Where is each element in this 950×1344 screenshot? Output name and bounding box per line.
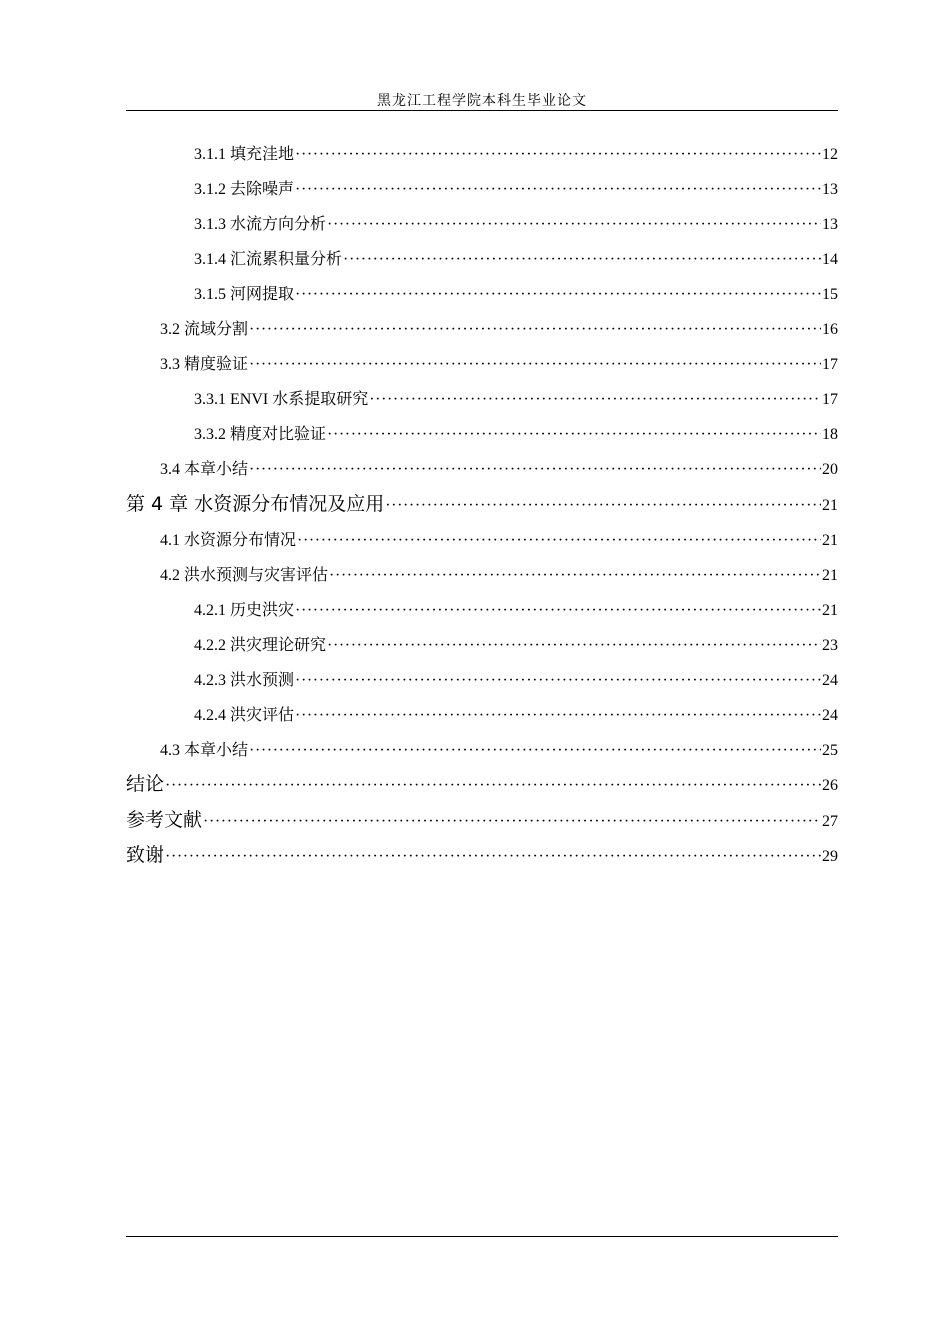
toc-entry[interactable] bbox=[126, 663, 838, 698]
toc-entry-page: 21 bbox=[822, 566, 838, 584]
toc-leader-dots bbox=[343, 250, 821, 270]
toc-line bbox=[126, 494, 838, 523]
toc-entry[interactable] bbox=[126, 312, 838, 347]
toc-entry-title: 第 4 章 水资源分布情况及应用 bbox=[126, 492, 385, 515]
toc-entry-title: 3.4 本章小结 bbox=[160, 461, 249, 478]
toc-entry-page: 14 bbox=[822, 251, 838, 268]
toc-line bbox=[194, 145, 838, 172]
toc-leader-dots bbox=[329, 566, 821, 586]
table-of-contents bbox=[126, 137, 838, 874]
toc-leader-dots bbox=[295, 601, 821, 621]
toc-entry-title: 4.2.3 洪水预测 bbox=[194, 671, 295, 689]
toc-entry-title: 3.3.2 精度对比验证 bbox=[194, 426, 327, 443]
toc-entry[interactable] bbox=[126, 487, 838, 523]
toc-entry-page: 27 bbox=[822, 812, 838, 830]
toc-entry-title: 3.1.2 去除噪声 bbox=[194, 181, 295, 198]
toc-leader-dots bbox=[165, 776, 821, 796]
toc-line bbox=[160, 531, 838, 558]
toc-entry[interactable] bbox=[126, 417, 838, 452]
footer-rule bbox=[126, 1236, 838, 1237]
toc-line bbox=[194, 180, 838, 207]
toc-entry-page: 13 bbox=[822, 181, 838, 198]
toc-line bbox=[160, 320, 838, 347]
toc-entry-title: 3.1.1 填充洼地 bbox=[194, 146, 295, 163]
toc-line bbox=[194, 636, 838, 663]
toc-entry-title: 4.1 水资源分布情况 bbox=[160, 531, 297, 549]
toc-line bbox=[126, 774, 838, 803]
toc-leader-dots bbox=[249, 741, 821, 761]
toc-leader-dots bbox=[327, 215, 821, 235]
toc-line bbox=[194, 215, 838, 242]
toc-entry[interactable] bbox=[126, 523, 838, 558]
toc-entry[interactable] bbox=[126, 628, 838, 663]
toc-entry-page: 21 bbox=[822, 601, 838, 619]
toc-entry[interactable] bbox=[126, 452, 838, 487]
toc-entry-title: 结论 bbox=[126, 773, 165, 795]
toc-leader-dots bbox=[165, 847, 821, 867]
toc-entry-page: 18 bbox=[822, 426, 838, 443]
toc-line bbox=[126, 810, 838, 839]
toc-leader-dots bbox=[295, 285, 821, 305]
toc-line bbox=[194, 285, 838, 312]
toc-line bbox=[194, 601, 838, 628]
toc-entry[interactable] bbox=[126, 382, 838, 417]
toc-line bbox=[160, 741, 838, 768]
toc-leader-dots bbox=[385, 496, 821, 516]
toc-entry-page: 16 bbox=[822, 321, 838, 338]
toc-entry[interactable] bbox=[126, 347, 838, 382]
toc-leader-dots bbox=[295, 706, 821, 726]
toc-entry-title: 4.2.2 洪灾理论研究 bbox=[194, 636, 327, 654]
toc-leader-dots bbox=[295, 180, 821, 200]
toc-entry-title: 3.1.3 水流方向分析 bbox=[194, 216, 327, 233]
toc-entry-page: 23 bbox=[822, 636, 838, 654]
toc-line bbox=[126, 845, 838, 874]
toc-leader-dots bbox=[249, 460, 821, 480]
toc-entry-page: 24 bbox=[822, 706, 838, 724]
toc-entry[interactable] bbox=[126, 172, 838, 207]
toc-entry-page: 21 bbox=[822, 496, 838, 514]
toc-entry-page: 17 bbox=[822, 356, 838, 373]
toc-line bbox=[194, 390, 838, 417]
toc-entry-page: 24 bbox=[822, 671, 838, 689]
toc-entry-title: 3.1.5 河网提取 bbox=[194, 286, 295, 303]
toc-entry-page: 29 bbox=[822, 848, 838, 865]
toc-leader-dots bbox=[369, 390, 821, 410]
toc-line bbox=[194, 706, 838, 733]
toc-entry[interactable] bbox=[126, 593, 838, 628]
toc-entry-title: 4.2.4 洪灾评估 bbox=[194, 706, 295, 724]
toc-entry[interactable] bbox=[126, 242, 838, 277]
toc-entry-title: 3.1.4 汇流累积量分析 bbox=[194, 251, 343, 268]
toc-entry-page: 15 bbox=[822, 286, 838, 303]
toc-entry-title: 4.3 本章小结 bbox=[160, 741, 249, 759]
toc-leader-dots bbox=[203, 812, 821, 832]
toc-leader-dots bbox=[327, 425, 821, 445]
toc-line bbox=[194, 250, 838, 277]
toc-leader-dots bbox=[327, 636, 821, 656]
page-header: 黑龙江工程学院本科生毕业论文 bbox=[377, 94, 587, 109]
toc-entry[interactable] bbox=[126, 839, 838, 875]
toc-leader-dots bbox=[297, 531, 821, 551]
toc-leader-dots bbox=[249, 320, 821, 340]
toc-entry[interactable] bbox=[126, 698, 838, 733]
toc-entry-title: 3.2 流域分割 bbox=[160, 321, 249, 338]
toc-entry-page: 25 bbox=[822, 741, 838, 759]
toc-entry-page: 13 bbox=[822, 216, 838, 233]
toc-entry[interactable] bbox=[126, 277, 838, 312]
toc-entry[interactable] bbox=[126, 207, 838, 242]
toc-line bbox=[160, 566, 838, 593]
toc-line bbox=[160, 460, 838, 487]
toc-entry[interactable] bbox=[126, 733, 838, 768]
toc-entry-title: 3.3.1 ENVI 水系提取研究 bbox=[194, 391, 369, 408]
toc-entry-title: 4.2 洪水预测与灾害评估 bbox=[160, 566, 329, 584]
toc-entry-page: 20 bbox=[822, 461, 838, 478]
toc-entry-page: 12 bbox=[822, 146, 838, 163]
toc-leader-dots bbox=[295, 671, 821, 691]
toc-leader-dots bbox=[249, 355, 821, 375]
toc-entry-title: 参考文献 bbox=[126, 808, 203, 831]
toc-entry[interactable] bbox=[126, 803, 838, 839]
toc-line bbox=[194, 671, 838, 698]
toc-entry-page: 17 bbox=[822, 391, 838, 408]
toc-entry-page: 21 bbox=[822, 531, 838, 549]
toc-entry[interactable] bbox=[126, 558, 838, 593]
toc-entry-title: 3.3 精度验证 bbox=[160, 356, 249, 373]
toc-entry-title: 致谢 bbox=[126, 844, 165, 866]
toc-line bbox=[160, 355, 838, 382]
toc-entry[interactable] bbox=[126, 768, 838, 804]
toc-line bbox=[194, 425, 838, 452]
toc-entry-title: 4.2.1 历史洪灾 bbox=[194, 601, 295, 619]
toc-leader-dots bbox=[295, 145, 821, 165]
toc-entry-page: 26 bbox=[822, 777, 838, 794]
toc-entry[interactable] bbox=[126, 137, 838, 172]
header-rule bbox=[126, 110, 838, 111]
